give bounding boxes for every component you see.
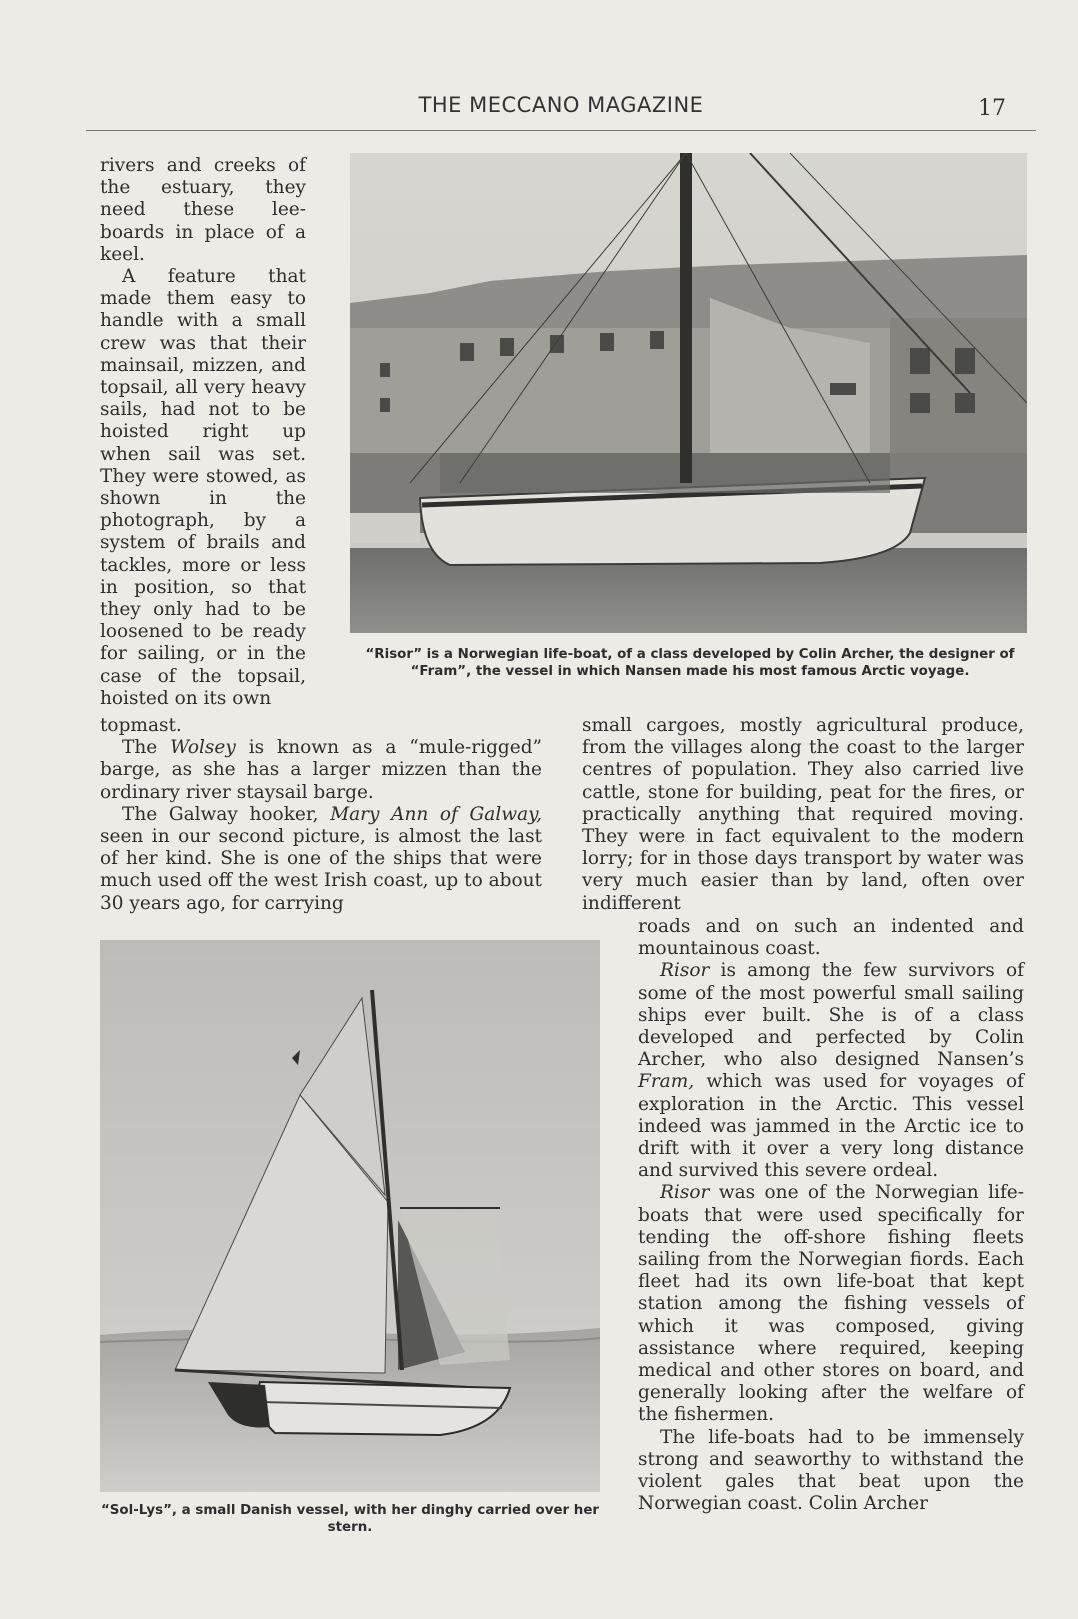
paragraph: topmast. xyxy=(100,715,182,736)
paragraph: roads and on such an indented and mountainous coast. xyxy=(638,916,1024,960)
figure-caption-risor: “Risor” is a Norwegian life-boat, of a class developed by Colin Archer, the designer of “Fram”, the vessel in which Nansen made his most famous Arctic voyage. xyxy=(365,647,1015,679)
photo-risor xyxy=(350,153,1027,633)
text-column-left xyxy=(100,715,542,915)
paragraph: Risor was one of the Norwegian life-boats that were used specifically for tending the off-shore fishing fleets sailing from the Norwegian fiords. Each fleet had its own life-boat that kept station among the fishing vessels of which it was composed, giving assistance where required, keeping medical and other stores on board, and generally looking after the welfare of the fishermen. xyxy=(638,1182,1024,1426)
paragraph: Risor is among the few survivors of some of the most powerful small sailing ships ever built. She is of a class developed and perfected by Colin Archer, who also designed Nansen’s Fram, which was used for voyages of exploration in the Arctic. This vessel indeed was jammed in the Arctic ice to drift with it over a very long distance and survived this severe ordeal. xyxy=(638,960,1024,1182)
paragraph: The Wolsey is known as a “mule-rigged” barge, as she has a larger mizzen than the ordinary river staysail barge. xyxy=(100,737,542,803)
text-column-narrow xyxy=(100,155,306,710)
paragraph: rivers and creeks of the estuary, they need these lee-boards in place of a keel. xyxy=(100,155,306,265)
paragraph: A feature that made them easy to handle with a small crew was that their mainsail, mizzen, and topsail, all very heavy sails, had not to be hoisted right up when sail was set. They were stowed, as shown in the photograph, by a system of brails and tackles, more or less in position, so that they only had to be loosened to be ready for sailing, or in the case of the topsail, hoisted on its own xyxy=(100,266,306,709)
page-number: 17 xyxy=(978,96,1006,121)
paragraph: small cargoes, mostly agricultural produce, from the villages along the coast to the larger centres of population. They also carried live cattle, stone for building, peat for the fires, or practically anything that required moving. They were in fact equivalent to the modern lorry; for in those days transport by water was very much easier than by land, often over indifferent xyxy=(582,715,1024,914)
magazine-title: THE MECCANO MAGAZINE xyxy=(418,93,704,117)
paragraph: The life-boats had to be immensely strong and seaworthy to withstand the violent gales that beat upon the Norwegian coast. Colin Archer xyxy=(638,1426,1024,1515)
text-column-right-top xyxy=(582,715,1024,915)
paragraph: The Galway hooker, Mary Ann of Galway, seen in our second picture, is almost the last of her kind. She is one of the ships that were much used off the west Irish coast, up to about 30 years ago, for carrying xyxy=(100,803,542,914)
header-rule xyxy=(86,130,1036,131)
photo-sol-lys xyxy=(100,940,600,1492)
figure-caption-sol-lys: “Sol-Lys”, a small Danish vessel, with her dinghy carried over her stern. xyxy=(100,1503,600,1535)
text-column-right-bottom xyxy=(638,916,1024,1515)
